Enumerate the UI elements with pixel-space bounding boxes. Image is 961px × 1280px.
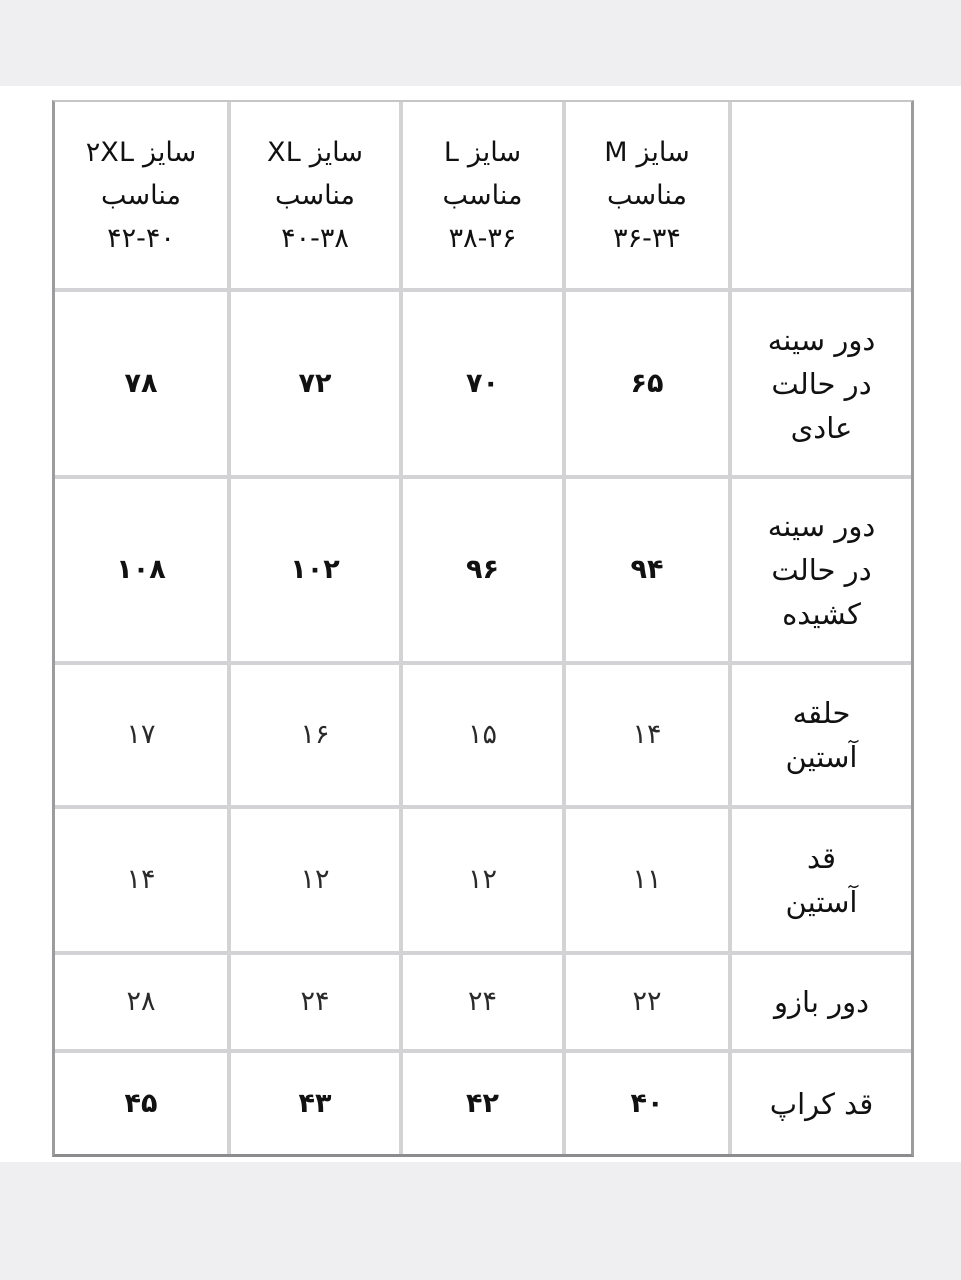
header-size-m — [566, 102, 732, 292]
value-xl: ۱۶ — [231, 665, 403, 809]
value-2xl: ۱۴ — [55, 809, 231, 955]
value-l: ۲۴ — [403, 955, 566, 1053]
row-label — [732, 955, 911, 1053]
header-size-l-range: ۳۸-۳۶ — [448, 222, 517, 254]
table-row — [55, 665, 911, 809]
value-l: ۴۲ — [403, 1053, 566, 1154]
header-size-xl-name: سایز XL — [267, 136, 363, 168]
header-size-l-fit: مناسب — [442, 179, 523, 211]
row-label-line: قد کراپ — [769, 1086, 874, 1121]
size-chart-table — [52, 100, 914, 1157]
value-xl: ۱۰۲ — [231, 479, 403, 665]
row-label — [732, 479, 911, 665]
value-2xl: ۱۷ — [55, 665, 231, 809]
header-size-m-range: ۳۶-۳۴ — [613, 222, 681, 254]
header-size-xl — [231, 102, 403, 292]
value-2xl: ۲۸ — [55, 955, 231, 1053]
row-label — [732, 292, 911, 479]
value-l: ۱۵ — [403, 665, 566, 809]
value-l: ۹۶ — [403, 479, 566, 665]
row-label-line: در حالت — [771, 366, 872, 401]
value-xl: ۲۴ — [231, 955, 403, 1053]
row-label-line: حلقه — [792, 696, 851, 730]
value-l: ۷۰ — [403, 292, 566, 479]
row-label-line: در حالت — [771, 553, 872, 587]
table-row — [55, 809, 911, 955]
value-m: ۱۱ — [566, 809, 732, 955]
value-m: ۶۵ — [566, 292, 732, 479]
header-size-m-fit: مناسب — [607, 179, 687, 211]
value-2xl: ۷۸ — [55, 292, 231, 479]
value-m: ۹۴ — [566, 479, 732, 665]
header-size-xl-fit: مناسب — [275, 179, 355, 211]
header-size-l-name: سایز L — [443, 136, 522, 168]
value-m: ۴۰ — [566, 1053, 732, 1154]
value-2xl: ۴۵ — [55, 1053, 231, 1154]
table-row — [55, 955, 911, 1053]
value-m: ۲۲ — [566, 955, 732, 1053]
value-xl: ۱۲ — [231, 809, 403, 955]
header-size-l — [403, 102, 566, 292]
row-label — [732, 665, 911, 809]
value-l: ۱۲ — [403, 809, 566, 955]
row-label-line: دور سینه — [767, 322, 876, 357]
header-size-2xl-range: ۴۲-۴۰ — [107, 222, 175, 254]
header-size-2xl — [55, 102, 231, 292]
header-size-2xl-name: سایز ۲XL — [85, 136, 197, 168]
row-label-line: دور بازو — [773, 985, 870, 1019]
value-m: ۱۴ — [566, 665, 732, 809]
row-label-line: آستین — [785, 740, 858, 774]
header-size-m-name: سایز M — [604, 136, 690, 168]
table-row — [55, 292, 911, 479]
row-label-line: آستین — [785, 885, 858, 919]
value-xl: ۷۲ — [231, 292, 403, 479]
header-size-2xl-fit: مناسب — [101, 179, 181, 211]
header-corner — [732, 102, 911, 292]
row-label-line: عادی — [790, 410, 853, 445]
row-label-line: کشیده — [782, 597, 861, 631]
row-label — [732, 809, 911, 955]
row-label-line: دور سینه — [767, 509, 876, 543]
header-size-xl-range: ۴۰-۳۸ — [281, 222, 349, 254]
row-label-line: قد — [806, 841, 837, 875]
value-xl: ۴۳ — [231, 1053, 403, 1154]
table-row — [55, 479, 911, 665]
row-label — [732, 1053, 911, 1154]
header-row — [55, 102, 911, 292]
table-row — [55, 1053, 911, 1154]
value-2xl: ۱۰۸ — [55, 479, 231, 665]
